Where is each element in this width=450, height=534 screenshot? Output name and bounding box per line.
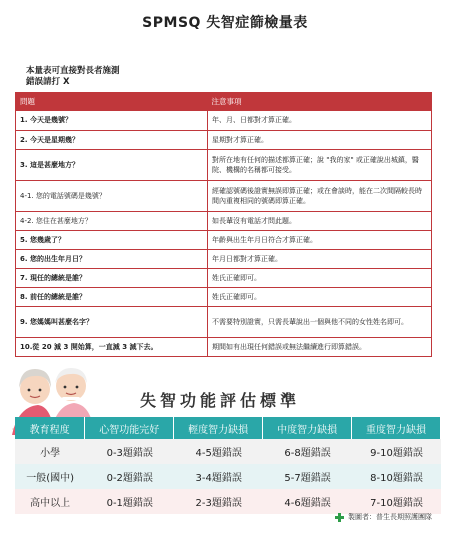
score-cell: 0-2題錯誤 xyxy=(85,464,174,489)
table-row xyxy=(15,464,441,489)
question-cell: 4-2. 您住在甚麼地方？ xyxy=(16,211,208,230)
question-cell: 5. 您幾歲了？ xyxy=(16,230,208,249)
education-cell: 小學 xyxy=(15,439,85,464)
question-cell: 6. 您的出生年月日？ xyxy=(16,249,208,268)
page-title: SPMSQ 失智症篩檢量表 xyxy=(142,15,308,31)
header-mild: 輕度智力缺損 xyxy=(174,417,263,439)
note-cell: 年齡與出生年月日符合才算正確。 xyxy=(208,230,432,249)
intro-line-2: 錯誤請打 X xyxy=(26,77,70,87)
questions-table xyxy=(15,92,432,357)
header-normal: 心智功能完好 xyxy=(85,417,174,439)
education-cell: 高中以上 xyxy=(15,489,85,514)
table-row xyxy=(16,306,432,337)
note-cell: 姓氏正確即可。 xyxy=(208,287,432,306)
header-education: 教育程度 xyxy=(15,417,85,439)
table-row xyxy=(16,337,432,356)
note-cell: 對所在地有任何的描述都算正確；說 "我的家" 或正確說出城鎮，醫院、機構的名稱都可接受。 xyxy=(208,149,432,180)
score-cell: 0-1題錯誤 xyxy=(85,489,174,514)
table-row xyxy=(15,439,441,464)
table-row xyxy=(16,149,432,180)
question-cell: 9. 您媽媽叫甚麼名字？ xyxy=(16,306,208,337)
table-row xyxy=(16,287,432,306)
question-cell: 4-1. 您的電話號碼是幾號？ xyxy=(16,180,208,211)
table-row xyxy=(16,211,432,230)
score-cell: 9-10題錯誤 xyxy=(352,439,441,464)
score-cell: 4-5題錯誤 xyxy=(174,439,263,464)
footer-text: 製圖者：普生長期照護團隊 xyxy=(348,513,432,521)
table-row xyxy=(16,268,432,287)
note-cell: 不需要特別證實，只需長輩說出一個與他不同的女性姓名即可。 xyxy=(208,306,432,337)
note-cell: 經確認號碼後證實無誤即算正確；或在會談時，能在二次間隔較長時間內重複相同的號碼即算正確。 xyxy=(208,180,432,211)
score-cell: 4-6題錯誤 xyxy=(263,489,352,514)
question-cell: 3. 這是甚麼地方？ xyxy=(16,149,208,180)
header-moderate: 中度智力缺損 xyxy=(263,417,352,439)
table-row xyxy=(16,249,432,268)
scoring-table xyxy=(15,417,441,514)
question-cell: 7. 現任的總統是誰？ xyxy=(16,268,208,287)
table-row xyxy=(16,180,432,211)
header-severe: 重度智力缺損 xyxy=(352,417,441,439)
green-cross-icon xyxy=(335,513,344,522)
question-cell: 1. 今天是幾號？ xyxy=(16,111,208,130)
note-cell: 期間如有出現任何錯誤或無法繼續進行即算錯誤。 xyxy=(208,337,432,356)
score-cell: 2-3題錯誤 xyxy=(174,489,263,514)
table-row xyxy=(15,489,441,514)
question-cell: 10.從 20 減 3 開始算，一直減 3 減下去。 xyxy=(16,337,208,356)
score-cell: 7-10題錯誤 xyxy=(352,489,441,514)
header-note: 注意事項 xyxy=(208,92,432,111)
score-cell: 8-10題錯誤 xyxy=(352,464,441,489)
score-cell: 0-3題錯誤 xyxy=(85,439,174,464)
score-cell: 6-8題錯誤 xyxy=(263,439,352,464)
intro-text xyxy=(26,66,120,88)
footer-credit xyxy=(335,512,432,522)
question-cell: 8. 前任的總統是誰？ xyxy=(16,287,208,306)
score-cell: 5-7題錯誤 xyxy=(263,464,352,489)
header-question: 問題 xyxy=(16,92,208,111)
intro-line-1: 本量表可直接對長者施測 xyxy=(26,66,120,76)
score-cell: 3-4題錯誤 xyxy=(174,464,263,489)
note-cell: 年、月、日都對才算正確。 xyxy=(208,111,432,130)
question-cell: 2. 今天是星期幾？ xyxy=(16,130,208,149)
table-row xyxy=(16,111,432,130)
table-row xyxy=(16,230,432,249)
note-cell: 姓氏正確即可。 xyxy=(208,268,432,287)
note-cell: 如長輩沒有電話才問此題。 xyxy=(208,211,432,230)
note-cell: 年月日都對才算正確。 xyxy=(208,249,432,268)
education-cell: 一般(國中) xyxy=(15,464,85,489)
assessment-title: 失智功能評估標準 xyxy=(140,391,301,410)
note-cell: 星期對才算正確。 xyxy=(208,130,432,149)
table-row xyxy=(16,130,432,149)
